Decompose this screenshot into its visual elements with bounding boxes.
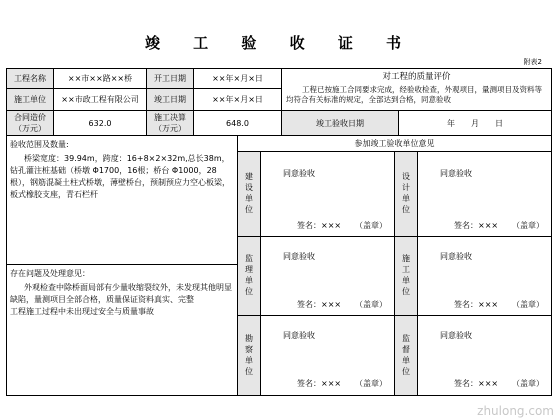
builder-value: ××市政工程有限公司 <box>53 88 147 111</box>
start-date-label: 开工日期 <box>146 68 194 89</box>
unit-name: 施工单位 <box>394 236 418 316</box>
unit-opinion: 同意验收 签名：××× （盖章） <box>260 151 395 237</box>
finish-date-label: 竣工日期 <box>146 88 194 111</box>
unit-opinion: 同意验收 签名：××× （盖章） <box>260 315 395 396</box>
evaluation-text: 工程已按施工合同要求完成，经验收检查，外观项目，量测项目及资料等均符合有关标准的规定，全部达到合格，同意验收 <box>286 85 542 104</box>
scope-heading: 验收范围及数量: <box>10 140 69 149</box>
unit-opinion: 同意验收 签名：××× （盖章） <box>417 315 552 396</box>
scope-section <box>6 135 238 265</box>
page-title: 竣 工 验 收 证 书 <box>144 34 416 52</box>
settlement-label: 施工决算（万元） <box>146 110 194 136</box>
issues-section <box>6 264 238 396</box>
issues-text: 外观检查中除桥面局部有少量收缩裂纹外，未发现其他明显缺陷，量测项目全部合格，质量保证资料真实、完整 <box>10 283 232 304</box>
issues-text-2: 工程施工过程中未出现过安全与质量事故 <box>10 307 154 316</box>
unit-opinion: 同意验收 签名：××× （盖章） <box>260 236 395 316</box>
project-name-label: 工程名称 <box>6 68 54 89</box>
unit-name: 建设单位 <box>237 151 261 237</box>
contract-price-label: 合同造价（万元） <box>6 110 54 136</box>
unit-name: 设计单位 <box>394 151 418 237</box>
settlement-value: 648.0 <box>193 110 282 136</box>
unit-opinion: 同意验收 签名：××× （盖章） <box>417 151 552 237</box>
builder-label: 施工单位 <box>6 88 54 111</box>
start-date-value: ××年×月×日 <box>193 68 282 89</box>
unit-name: 监理单位 <box>237 236 261 316</box>
scope-text: 桥梁宽度：39.94m，跨度：16+8×2×32m,总长38m，钻孔灌注桩基础（桥墩 Φ1700，16根；桥台 Φ1000，28根），钢筋混凝土柱式桥墩，薄壁桥台，预制预应力空心板梁，板式橡胶支座，青石栏杆 <box>10 154 230 199</box>
watermark: zhulong.com <box>477 404 554 418</box>
unit-opinion: 同意验收 签名：××× （盖章） <box>417 236 552 316</box>
acceptance-date-value: 年 月 日 <box>398 110 552 136</box>
issues-heading: 存在问题及处理意见： <box>10 269 90 278</box>
finish-date-value: ××年×月×日 <box>193 88 282 111</box>
quality-evaluation <box>281 68 552 111</box>
acceptance-date-label: 竣工验收日期 <box>281 110 399 136</box>
project-name-value: ××市××路××桥 <box>53 68 147 89</box>
unit-name: 勘察单位 <box>237 315 261 396</box>
form-number: 附表2 <box>523 58 542 66</box>
evaluation-title: 对工程的质量评价 <box>382 72 451 82</box>
units-header: 参加竣工验收单位意见 <box>237 135 552 152</box>
unit-name: 监督单位 <box>394 315 418 396</box>
contract-price-value: 632.0 <box>53 110 147 136</box>
